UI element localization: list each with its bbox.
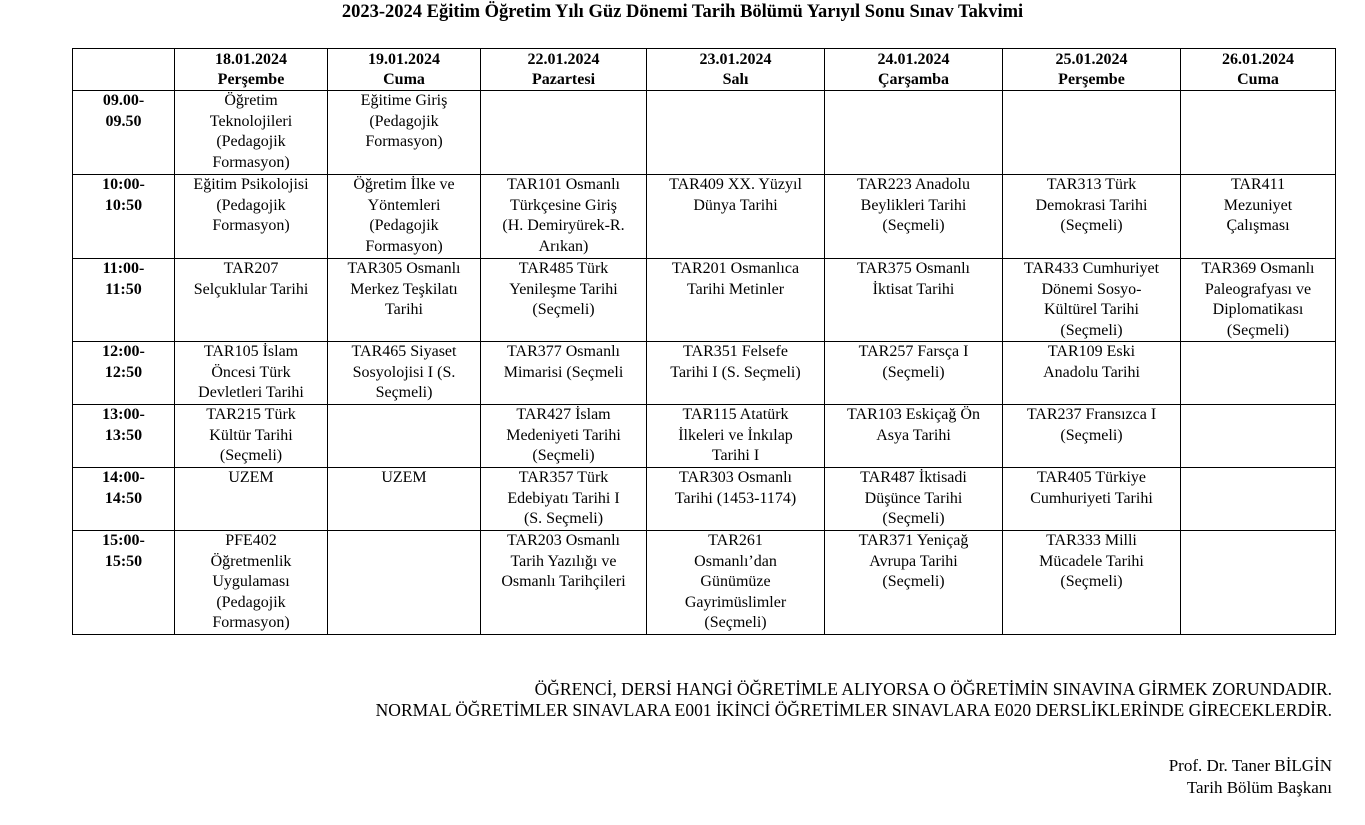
time-slot: 11:00- 11:50 <box>73 259 175 342</box>
time-slot: 15:00- 15:50 <box>73 531 175 635</box>
date-header <box>647 49 825 91</box>
header-date: 22.01.2024 <box>527 51 600 68</box>
exam-cell: TAR303 Osmanlı Tarihi (1453-1174) <box>647 468 825 531</box>
exam-schedule-table <box>72 48 1336 635</box>
exam-cell <box>328 405 481 468</box>
exam-cell <box>328 531 481 635</box>
exam-cell: TAR333 Milli Mücadele Tarihi (Seçmeli) <box>1003 531 1181 635</box>
date-header <box>825 49 1003 91</box>
exam-cell: TAR377 Osmanlı Mimarisi (Seçmeli <box>481 342 647 405</box>
header-day: Cuma <box>383 71 425 88</box>
exam-cell: TAR465 Siyaset Sosyolojisi I (S. Seçmeli) <box>328 342 481 405</box>
header-day: Cuma <box>1237 71 1279 88</box>
exam-cell: TAR257 Farsça I (Seçmeli) <box>825 342 1003 405</box>
header-row <box>73 49 1336 91</box>
signatory-name: Prof. Dr. Taner BİLGİN <box>1168 756 1332 775</box>
header-day: Perşembe <box>217 71 285 88</box>
time-slot-row <box>73 531 1336 635</box>
exam-cell: Öğretim Teknolojileri (Pedagojik Formasyon) <box>175 91 328 175</box>
time-slot: 12:00- 12:50 <box>73 342 175 405</box>
time-slot-row <box>73 259 1336 342</box>
time-slot-row <box>73 91 1336 175</box>
header-date: 26.01.2024 <box>1222 51 1294 68</box>
exam-cell <box>647 91 825 175</box>
exam-cell <box>481 91 647 175</box>
exam-cell: TAR237 Fransızca I (Seçmeli) <box>1003 405 1181 468</box>
exam-cell <box>1181 405 1336 468</box>
header-date: 19.01.2024 <box>368 51 440 68</box>
exam-cell: Eğitime Giriş (Pedagojik Formasyon) <box>328 91 481 175</box>
signature-block <box>1169 755 1332 799</box>
exam-cell: TAR313 Türk Demokrasi Tarihi (Seçmeli) <box>1003 175 1181 259</box>
exam-cell: TAR207 Selçuklular Tarihi <box>175 259 328 342</box>
exam-cell: TAR103 Eskiçağ Ön Asya Tarihi <box>825 405 1003 468</box>
exam-cell: TAR485 Türk Yenileşme Tarihi (Seçmeli) <box>481 259 647 342</box>
signatory-role: Tarih Bölüm Başkanı <box>1186 778 1332 797</box>
exam-cell: TAR215 Türk Kültür Tarihi (Seçmeli) <box>175 405 328 468</box>
exam-cell: TAR261 Osmanlı’dan Günümüze Gayrimüslimler (Seçmeli) <box>647 531 825 635</box>
exam-cell: TAR405 Türkiye Cumhuriyeti Tarihi <box>1003 468 1181 531</box>
exam-cell: TAR115 Atatürk İlkeleri ve İnkılap Tarihi I <box>647 405 825 468</box>
exam-cell: PFE402 Öğretmenlik Uygulaması (Pedagojik Formasyon) <box>175 531 328 635</box>
exam-cell: TAR487 İktisadi Düşünce Tarihi (Seçmeli) <box>825 468 1003 531</box>
time-slot-row <box>73 175 1336 259</box>
exam-cell: TAR109 Eski Anadolu Tarihi <box>1003 342 1181 405</box>
exam-cell: TAR433 Cumhuriyet Dönemi Sosyo- Kültürel Tarihi (Seçmeli) <box>1003 259 1181 342</box>
time-slot: 14:00- 14:50 <box>73 468 175 531</box>
exam-cell: TAR101 Osmanlı Türkçesine Giriş (H. Demiryürek-R. Arıkan) <box>481 175 647 259</box>
exam-cell: TAR411 Mezuniyet Çalışması <box>1181 175 1336 259</box>
exam-cell: TAR427 İslam Medeniyeti Tarihi (Seçmeli) <box>481 405 647 468</box>
exam-cell <box>1181 531 1336 635</box>
time-slot: 13:00- 13:50 <box>73 405 175 468</box>
header-day: Perşembe <box>1058 71 1125 88</box>
header-day: Salı <box>722 71 749 88</box>
date-header <box>481 49 647 91</box>
exam-cell: TAR351 Felsefe Tarihi I (S. Seçmeli) <box>647 342 825 405</box>
exam-cell <box>825 91 1003 175</box>
header-corner <box>73 49 175 91</box>
exam-cell <box>1181 342 1336 405</box>
exam-cell: UZEM <box>175 468 328 531</box>
time-slot: 09.00- 09.50 <box>73 91 175 175</box>
exam-cell: TAR375 Osmanlı İktisat Tarihi <box>825 259 1003 342</box>
exam-cell: TAR105 İslam Öncesi Türk Devletleri Tarihi <box>175 342 328 405</box>
exam-cell <box>1003 91 1181 175</box>
time-slot-row <box>73 405 1336 468</box>
date-header <box>1181 49 1336 91</box>
exam-cell: TAR357 Türk Edebiyatı Tarihi I (S. Seçmeli) <box>481 468 647 531</box>
exam-notice <box>376 679 1332 721</box>
time-slot: 10:00- 10:50 <box>73 175 175 259</box>
header-day: Çarşamba <box>877 71 950 88</box>
exam-cell: TAR201 Osmanlıca Tarihi Metinler <box>647 259 825 342</box>
header-date: 25.01.2024 <box>1055 51 1128 68</box>
exam-cell: Öğretim İlke ve Yöntemleri (Pedagojik Formasyon) <box>328 175 481 259</box>
exam-cell: TAR371 Yeniçağ Avrupa Tarihi (Seçmeli) <box>825 531 1003 635</box>
exam-cell: TAR369 Osmanlı Paleografyası ve Diplomatikası (Seçmeli) <box>1181 259 1336 342</box>
date-header <box>328 49 481 91</box>
header-date: 18.01.2024 <box>215 51 287 68</box>
date-header <box>1003 49 1181 91</box>
time-slot-row <box>73 468 1336 531</box>
document-title: 2023-2024 Eğitim Öğretim Yılı Güz Dönemi Tarih Bölümü Yarıyıl Sonu Sınav Takvimi <box>341 2 1024 22</box>
time-slot-row <box>73 342 1336 405</box>
header-date: 24.01.2024 <box>877 51 950 68</box>
exam-cell: UZEM <box>328 468 481 531</box>
header-date: 23.01.2024 <box>699 51 772 68</box>
exam-cell: TAR305 Osmanlı Merkez Teşkilatı Tarihi <box>328 259 481 342</box>
notice-line: ÖĞRENCİ, DERSİ HANGİ ÖĞRETİMLE ALIYORSA O ÖĞRETİMİN SINAVINA GİRMEK ZORUNDADIR. <box>534 679 1332 699</box>
exam-cell: Eğitim Psikolojisi (Pedagojik Formasyon) <box>175 175 328 259</box>
exam-cell <box>1181 91 1336 175</box>
date-header <box>175 49 328 91</box>
exam-cell: TAR203 Osmanlı Tarih Yazılığı ve Osmanlı Tarihçileri <box>481 531 647 635</box>
exam-cell: TAR409 XX. Yüzyıl Dünya Tarihi <box>647 175 825 259</box>
header-day: Pazartesi <box>531 71 596 88</box>
notice-line: NORMAL ÖĞRETİMLER SINAVLARA E001 İKİNCİ ÖĞRETİMLER SINAVLARA E020 DERSLİKLERİNDE GİRECEKLERDİR. <box>375 700 1332 720</box>
exam-cell <box>1181 468 1336 531</box>
exam-cell: TAR223 Anadolu Beylikleri Tarihi (Seçmeli) <box>825 175 1003 259</box>
